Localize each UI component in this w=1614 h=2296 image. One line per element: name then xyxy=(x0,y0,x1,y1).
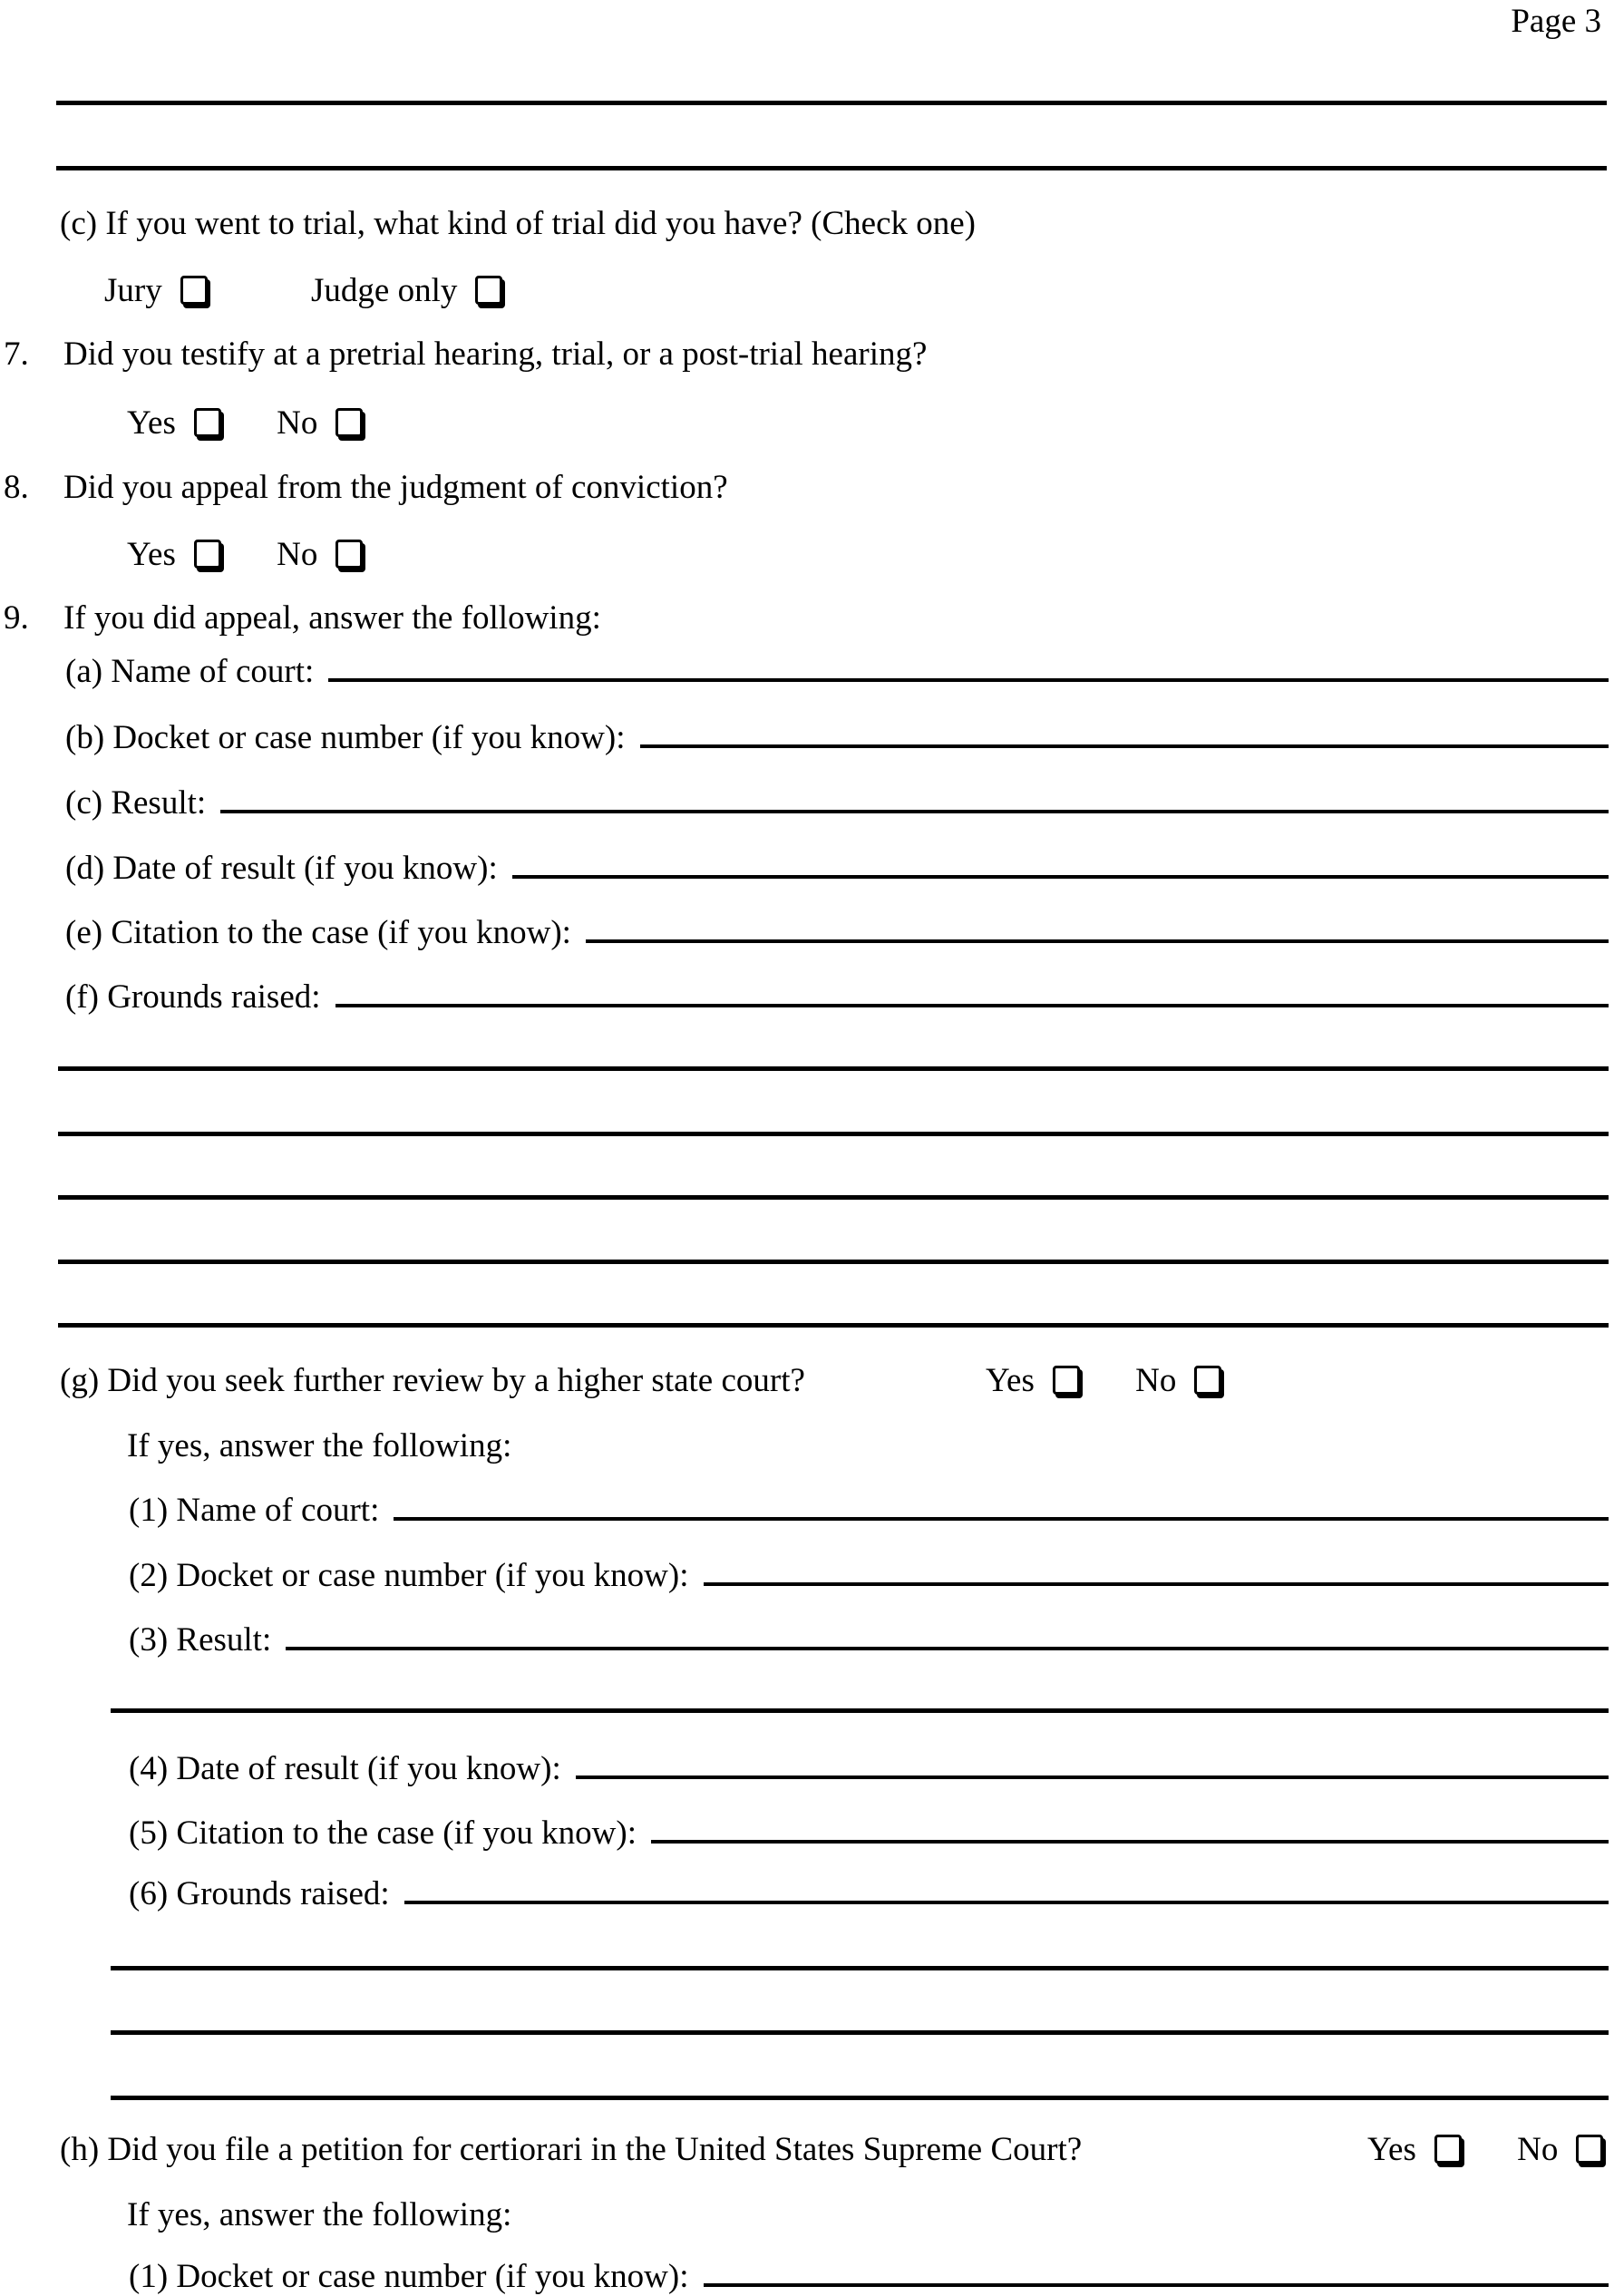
field-label-grounds-raised: (f) Grounds raised: xyxy=(65,978,321,1016)
jury-option-label: Jury xyxy=(104,272,162,309)
g-field-row xyxy=(129,1555,1609,1597)
yes-label: Yes xyxy=(986,1362,1035,1399)
write-in-line[interactable] xyxy=(58,1066,1609,1071)
question-9-text: If you did appeal, answer the following: xyxy=(63,599,601,637)
field-label-grounds-raised: (6) Grounds raised: xyxy=(129,1875,390,1912)
g-question-row xyxy=(60,1360,1614,1402)
h-if-yes-row xyxy=(127,2194,511,2236)
field-label-date-of-result: (4) Date of result (if you know): xyxy=(129,1750,561,1787)
g-if-yes-row xyxy=(127,1425,511,1467)
fill-in-line[interactable] xyxy=(404,1901,1609,1904)
q9-field-row xyxy=(65,912,1609,954)
field-label-docket-number: (1) Docket or case number (if you know): xyxy=(129,2258,689,2295)
g-field-row xyxy=(129,1620,1609,1661)
jury-checkbox[interactable] xyxy=(180,276,208,305)
g-field-row xyxy=(129,1490,1609,1532)
h-no-checkbox[interactable] xyxy=(1576,2135,1603,2164)
field-label-citation: (e) Citation to the case (if you know): xyxy=(65,914,571,951)
question-7-yesno xyxy=(127,403,363,444)
q9-field-row xyxy=(65,783,1609,824)
fill-in-line[interactable] xyxy=(704,2283,1609,2287)
h-if-yes-text: If yes, answer the following: xyxy=(127,2196,512,2233)
yes-label: Yes xyxy=(127,404,176,442)
q9-field-row xyxy=(65,717,1609,759)
g-field-row xyxy=(129,1813,1609,1854)
h-question-text: (h) Did you file a petition for certiorari in the United States Supreme Court? xyxy=(60,2131,1083,2168)
field-label-date-of-result: (d) Date of result (if you know): xyxy=(65,850,498,887)
fill-in-line[interactable] xyxy=(640,744,1609,748)
judge-only-checkbox[interactable] xyxy=(475,276,502,305)
question-7-number: 7. xyxy=(4,336,29,373)
g-question-text: (g) Did you seek further review by a higher state court? xyxy=(60,1362,805,1399)
h-yesno xyxy=(1367,2129,1603,2171)
fill-in-line[interactable] xyxy=(576,1776,1609,1779)
question-9-row xyxy=(4,598,601,639)
judge-only-option-label: Judge only xyxy=(311,272,458,309)
g-if-yes-text: If yes, answer the following: xyxy=(127,1427,512,1464)
q7-yes-checkbox[interactable] xyxy=(194,408,221,437)
h-question-row xyxy=(60,2129,1614,2171)
write-in-line[interactable] xyxy=(58,1132,1609,1136)
question-8-number: 8. xyxy=(4,469,29,506)
question-8-yesno xyxy=(127,534,363,576)
field-label-name-of-court: (1) Name of court: xyxy=(129,1492,380,1529)
write-in-line[interactable] xyxy=(58,1260,1609,1264)
write-in-line[interactable] xyxy=(111,2096,1609,2100)
fill-in-line[interactable] xyxy=(286,1647,1609,1650)
field-label-result: (3) Result: xyxy=(129,1621,272,1659)
q7-no-checkbox[interactable] xyxy=(335,408,363,437)
no-label: No xyxy=(1517,2131,1559,2168)
write-in-line[interactable] xyxy=(58,1323,1609,1328)
no-label: No xyxy=(277,404,318,442)
yes-label: Yes xyxy=(127,536,176,573)
fill-in-line[interactable] xyxy=(335,1004,1609,1007)
fill-in-line[interactable] xyxy=(512,875,1609,879)
q8-no-checkbox[interactable] xyxy=(335,540,363,569)
q9-field-row xyxy=(65,651,1609,693)
write-in-line[interactable] xyxy=(56,166,1607,170)
judge-only-option xyxy=(311,270,502,312)
field-label-docket-number: (2) Docket or case number (if you know): xyxy=(129,1557,689,1594)
question-8-text: Did you appeal from the judgment of conviction? xyxy=(63,469,728,506)
question-9-number: 9. xyxy=(4,599,29,637)
no-label: No xyxy=(1135,1362,1177,1399)
fill-in-line[interactable] xyxy=(220,810,1609,813)
trial-type-question-text: (c) If you went to trial, what kind of trial did you have? (Check one) xyxy=(60,205,976,242)
field-label-result: (c) Result: xyxy=(65,784,207,822)
write-in-line[interactable] xyxy=(56,101,1607,105)
q9-field-row xyxy=(65,848,1609,890)
fill-in-line[interactable] xyxy=(394,1517,1609,1521)
question-8-row xyxy=(4,467,728,509)
h-field-row xyxy=(129,2256,1609,2296)
page-number: Page 3 xyxy=(1511,3,1601,40)
q8-yes-checkbox[interactable] xyxy=(194,540,221,569)
trial-type-options xyxy=(104,270,458,312)
field-label-citation: (5) Citation to the case (if you know): xyxy=(129,1814,637,1852)
h-yes-checkbox[interactable] xyxy=(1434,2135,1462,2164)
fill-in-line[interactable] xyxy=(651,1840,1609,1844)
field-label-docket-number: (b) Docket or case number (if you know): xyxy=(65,719,626,756)
g-field-row xyxy=(129,1748,1609,1790)
g-field-row xyxy=(129,1873,1609,1915)
write-in-line[interactable] xyxy=(111,1708,1609,1713)
write-in-line[interactable] xyxy=(58,1195,1609,1200)
question-7-text: Did you testify at a pretrial hearing, trial, or a post-trial hearing? xyxy=(63,336,928,373)
write-in-line[interactable] xyxy=(111,2030,1609,2035)
trial-type-question xyxy=(60,203,976,245)
yes-label: Yes xyxy=(1367,2131,1416,2168)
g-yes-checkbox[interactable] xyxy=(1053,1366,1080,1395)
q9-field-row xyxy=(65,977,1609,1018)
no-label: No xyxy=(277,536,318,573)
g-no-checkbox[interactable] xyxy=(1194,1366,1221,1395)
question-7-row xyxy=(4,334,927,375)
fill-in-line[interactable] xyxy=(328,678,1609,682)
g-yesno xyxy=(986,1360,1221,1402)
fill-in-line[interactable] xyxy=(704,1582,1609,1586)
fill-in-line[interactable] xyxy=(586,939,1609,943)
field-label-name-of-court: (a) Name of court: xyxy=(65,653,315,690)
write-in-line[interactable] xyxy=(111,1966,1609,1970)
